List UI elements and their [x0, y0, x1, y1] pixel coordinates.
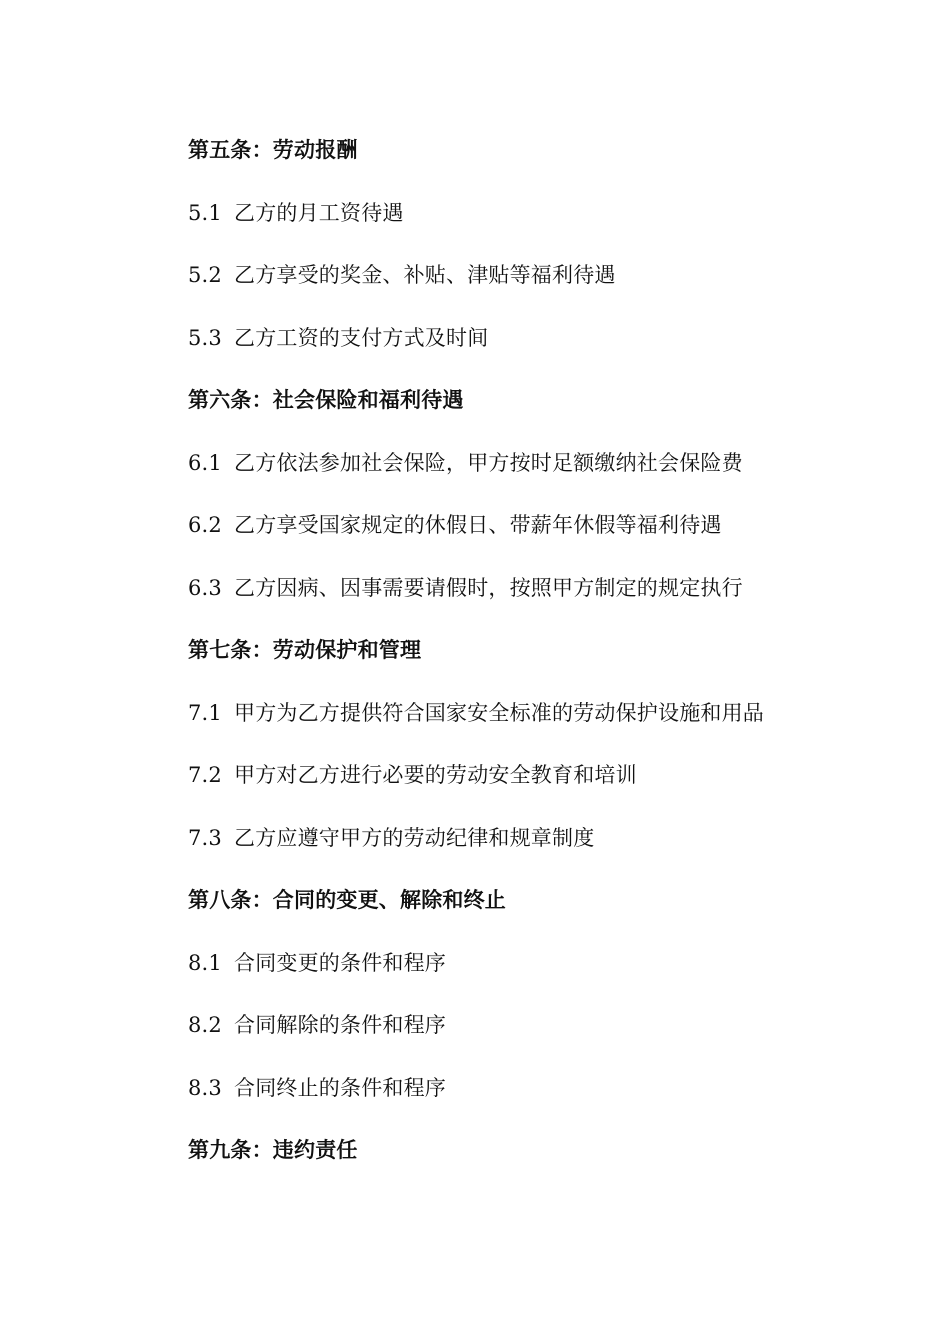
clause-item	[188, 572, 743, 604]
clause-number: 6.2	[188, 513, 222, 537]
clause-text: 甲方为乙方提供符合国家安全标准的劳动保护设施和用品	[234, 701, 764, 725]
clause-text: 乙方享受国家规定的休假日、带薪年休假等福利待遇	[234, 513, 722, 537]
section-heading: 第八条：合同的变更、解除和终止	[188, 888, 506, 912]
clause-number: 7.1	[188, 701, 222, 725]
clause-text: 合同解除的条件和程序	[234, 1013, 446, 1037]
clause-item	[188, 1009, 446, 1041]
clause-text: 乙方应遵守甲方的劳动纪律和规章制度	[234, 826, 595, 850]
clause-item	[188, 197, 404, 229]
clause-number: 5.1	[188, 201, 222, 225]
clause-item	[188, 509, 722, 541]
section-heading: 第六条：社会保险和福利待遇	[188, 388, 464, 412]
clause-item	[188, 1072, 446, 1104]
clause-item	[188, 322, 488, 354]
clause-item	[188, 259, 616, 291]
section-heading: 第九条：违约责任	[188, 1138, 358, 1162]
clause-item	[188, 697, 764, 729]
clause-item	[188, 759, 637, 791]
clause-number: 8.3	[188, 1076, 222, 1100]
clause-item	[188, 447, 743, 479]
clause-text: 甲方对乙方进行必要的劳动安全教育和培训	[234, 763, 637, 787]
clause-number: 6.1	[188, 451, 222, 475]
clause-text: 乙方的月工资待遇	[234, 201, 404, 225]
clause-item	[188, 822, 594, 854]
clause-text: 合同终止的条件和程序	[234, 1076, 446, 1100]
clause-number: 5.2	[188, 263, 222, 287]
clause-number: 8.1	[188, 951, 222, 975]
clause-number: 6.3	[188, 576, 222, 600]
clause-item	[188, 947, 446, 979]
section-heading: 第五条：劳动报酬	[188, 138, 358, 162]
clause-number: 8.2	[188, 1013, 222, 1037]
clause-text: 合同变更的条件和程序	[234, 951, 446, 975]
clause-text: 乙方工资的支付方式及时间	[234, 326, 489, 350]
clause-number: 7.3	[188, 826, 222, 850]
clause-number: 7.2	[188, 763, 222, 787]
clause-number: 5.3	[188, 326, 222, 350]
clause-text: 乙方因病、因事需要请假时，按照甲方制定的规定执行	[234, 576, 743, 600]
section-heading: 第七条：劳动保护和管理	[188, 638, 422, 662]
clause-text: 乙方享受的奖金、补贴、津贴等福利待遇	[234, 263, 616, 287]
clause-text: 乙方依法参加社会保险，甲方按时足额缴纳社会保险费	[234, 451, 743, 475]
